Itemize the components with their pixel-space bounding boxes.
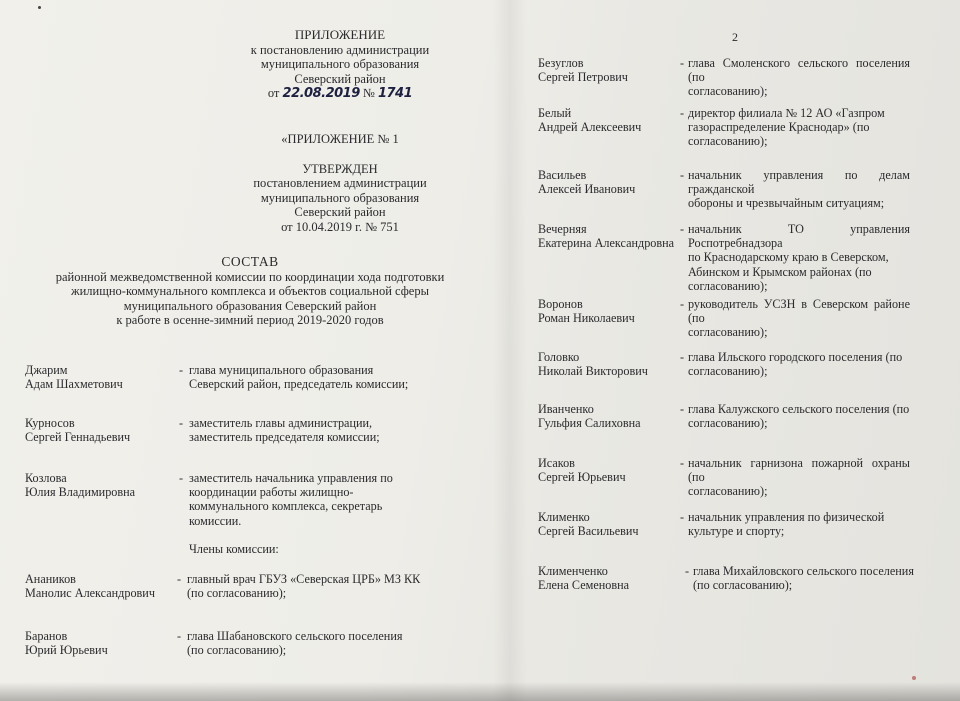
member-surname: Клименко (538, 510, 590, 524)
title-line: к работе в осенне-зимний период 2019-2020 годов (116, 313, 384, 327)
member-surname: Белый (538, 106, 572, 120)
role-line: Абинском и Крымском районах (по (688, 264, 872, 279)
appendix-line: Северский район (294, 71, 386, 86)
role-line: газораспределение Краснодар» (по (688, 120, 870, 135)
member-given-name: Сергей Васильевич (538, 524, 639, 539)
title-line: жилищно-коммунального комплекса и объектов социальной сферы (70, 284, 430, 298)
member-name (25, 416, 130, 444)
role-line: начальник ТО управления Роспотребнадзора (688, 222, 910, 251)
member-name (25, 471, 135, 499)
approved-line: от 10.04.2019 г. № 751 (281, 219, 399, 234)
handwritten-date: 22.08.2019 (282, 86, 360, 101)
member-role (189, 363, 433, 391)
role-line: директор филиала № 12 АО «Газпром (688, 106, 885, 120)
appendix-header (240, 28, 440, 102)
member-role (688, 402, 910, 430)
role-line: согласованию); (688, 278, 768, 293)
member-name (538, 402, 641, 430)
member-given-name: Роман Николаевич (538, 311, 635, 326)
dash: - (680, 168, 685, 182)
dash: - (680, 56, 685, 70)
member-given-name: Адам Шахметович (25, 377, 123, 392)
dash: - (680, 297, 685, 311)
member-name (538, 510, 639, 538)
member-role (688, 168, 910, 211)
appendix-ref: «ПРИЛОЖЕНИЕ № 1 (281, 132, 399, 146)
dash: - (179, 471, 184, 485)
member-name (538, 350, 648, 378)
member-surname: Васильев (538, 168, 587, 182)
member-given-name: Манолис Александрович (25, 586, 155, 601)
member-given-name: Алексей Иванович (538, 182, 636, 197)
role-line: начальник гарнизона пожарной охраны (по (688, 456, 910, 485)
role-line: заместитель председателя комиссии; (189, 430, 380, 445)
role-line: глава Михайловского сельского поселения (693, 564, 914, 578)
role-line: заместитель начальника управления по (189, 471, 393, 485)
member-surname: Козлова (25, 471, 67, 485)
appendix-date-line (240, 86, 440, 102)
member-name (538, 222, 674, 250)
approved-line: Северский район (294, 205, 386, 219)
document-title: СОСТАВ (221, 254, 279, 269)
dash: - (680, 106, 685, 120)
member-role (688, 222, 910, 293)
members-heading: Члены комиссии: (189, 542, 279, 556)
member-given-name: Елена Семеновна (538, 578, 630, 593)
dash: - (177, 629, 182, 643)
member-surname: Иванченко (538, 402, 594, 416)
member-given-name: Сергей Геннадьевич (25, 430, 131, 445)
member-surname: Баранов (25, 629, 68, 643)
role-line: по Краснодарскому краю в Северском, (688, 250, 889, 265)
approved-label: УТВЕРЖДЕН (302, 161, 378, 176)
appendix-line: к постановлению администрации (250, 42, 430, 57)
role-line: коммунального комплекса, секретарь (189, 499, 383, 514)
member-given-name: Екатерина Александровна (538, 236, 675, 251)
role-line: согласованию); (688, 325, 768, 340)
role-line: обороны и чрезвычайным ситуациям; (688, 196, 885, 211)
dash: - (680, 402, 685, 416)
title-line: муниципального образования Северский район (123, 298, 377, 313)
role-line: начальник управления по физической (688, 510, 885, 524)
member-role (187, 572, 433, 600)
dash: - (179, 363, 184, 377)
member-given-name: Сергей Петрович (538, 70, 628, 85)
member-given-name: Юрий Юрьевич (25, 643, 108, 658)
member-role (189, 416, 433, 444)
role-line: (по согласованию); (187, 586, 287, 601)
member-name (538, 56, 628, 84)
dash: - (177, 572, 182, 586)
handwritten-number: 1741 (377, 86, 413, 101)
role-line: согласованию); (688, 416, 768, 431)
role-line: культуре и спорту; (688, 524, 785, 539)
member-role (693, 564, 915, 592)
date-prefix: от (267, 86, 280, 100)
member-name (538, 564, 629, 592)
member-role (688, 510, 910, 538)
member-role (688, 297, 910, 340)
member-name (25, 572, 155, 600)
member-surname: Воронов (538, 297, 583, 311)
member-name (538, 168, 635, 196)
member-role (688, 456, 910, 499)
member-role (688, 350, 910, 378)
dash: - (685, 564, 690, 578)
right-page (500, 0, 960, 701)
role-line: глава Смоленского сельского поселения (по (688, 56, 910, 85)
member-given-name: Юлия Владимировна (25, 485, 136, 500)
document-title-block (30, 255, 470, 328)
dash: - (680, 350, 685, 364)
role-line: глава муниципального образования (189, 363, 374, 377)
role-line: согласованию); (688, 134, 768, 149)
member-name (25, 629, 108, 657)
role-line: (по согласованию); (693, 578, 793, 593)
approved-block (230, 132, 450, 234)
member-role (688, 56, 910, 99)
role-line: согласованию); (688, 484, 768, 499)
role-line: координации работы жилищно- (189, 485, 354, 500)
dash: - (179, 416, 184, 430)
member-surname: Исаков (538, 456, 575, 470)
member-surname: Анаников (25, 572, 76, 586)
role-line: (по согласованию); (187, 643, 287, 658)
role-line: глава Шабановского сельского поселения (187, 629, 403, 643)
member-given-name: Андрей Алексеевич (538, 120, 642, 135)
role-line: Северский район, председатель комиссии; (189, 377, 409, 392)
role-line: согласованию); (688, 364, 768, 379)
dash: - (680, 456, 685, 470)
member-given-name: Сергей Юрьевич (538, 470, 626, 485)
role-line: глава Ильского городского поселения (по (688, 350, 903, 364)
role-line: руководитель УСЗН в Северском районе (по (688, 297, 910, 326)
member-surname: Курносов (25, 416, 75, 430)
title-line: районной межведомственной комиссии по координации хода подготовки (55, 269, 445, 284)
approved-line: муниципального образования (260, 190, 420, 205)
appendix-title: ПРИЛОЖЕНИЕ (294, 27, 386, 42)
member-role (688, 106, 910, 149)
page-number: 2 (732, 30, 738, 44)
page-shadow (0, 682, 960, 701)
role-line: главный врач ГБУЗ «Северская ЦРБ» МЗ КК (187, 572, 421, 586)
number-prefix: № (362, 86, 375, 100)
member-given-name: Гульфия Салиховна (538, 416, 641, 431)
member-surname: Безуглов (538, 56, 584, 70)
role-line: заместитель главы администрации, (189, 416, 373, 430)
member-surname: Головко (538, 350, 580, 364)
member-role (189, 471, 433, 528)
role-line: глава Калужского сельского поселения (по (688, 402, 910, 416)
member-name (25, 363, 123, 391)
dash: - (680, 510, 685, 524)
appendix-line: муниципального образования (260, 57, 420, 71)
member-role (187, 629, 433, 657)
member-name (538, 456, 626, 484)
role-line: начальник управления по делам гражданской (688, 168, 910, 197)
member-surname: Джарим (25, 363, 68, 377)
role-line: комиссии. (189, 513, 242, 528)
member-name (538, 297, 635, 325)
member-name (538, 106, 641, 134)
member-surname: Вечерняя (538, 222, 587, 236)
approved-line: постановлением администрации (253, 176, 427, 190)
role-line: согласованию); (688, 84, 768, 99)
dash: - (680, 222, 685, 236)
member-given-name: Николай Викторович (538, 364, 648, 379)
member-surname: Клименченко (538, 564, 608, 578)
